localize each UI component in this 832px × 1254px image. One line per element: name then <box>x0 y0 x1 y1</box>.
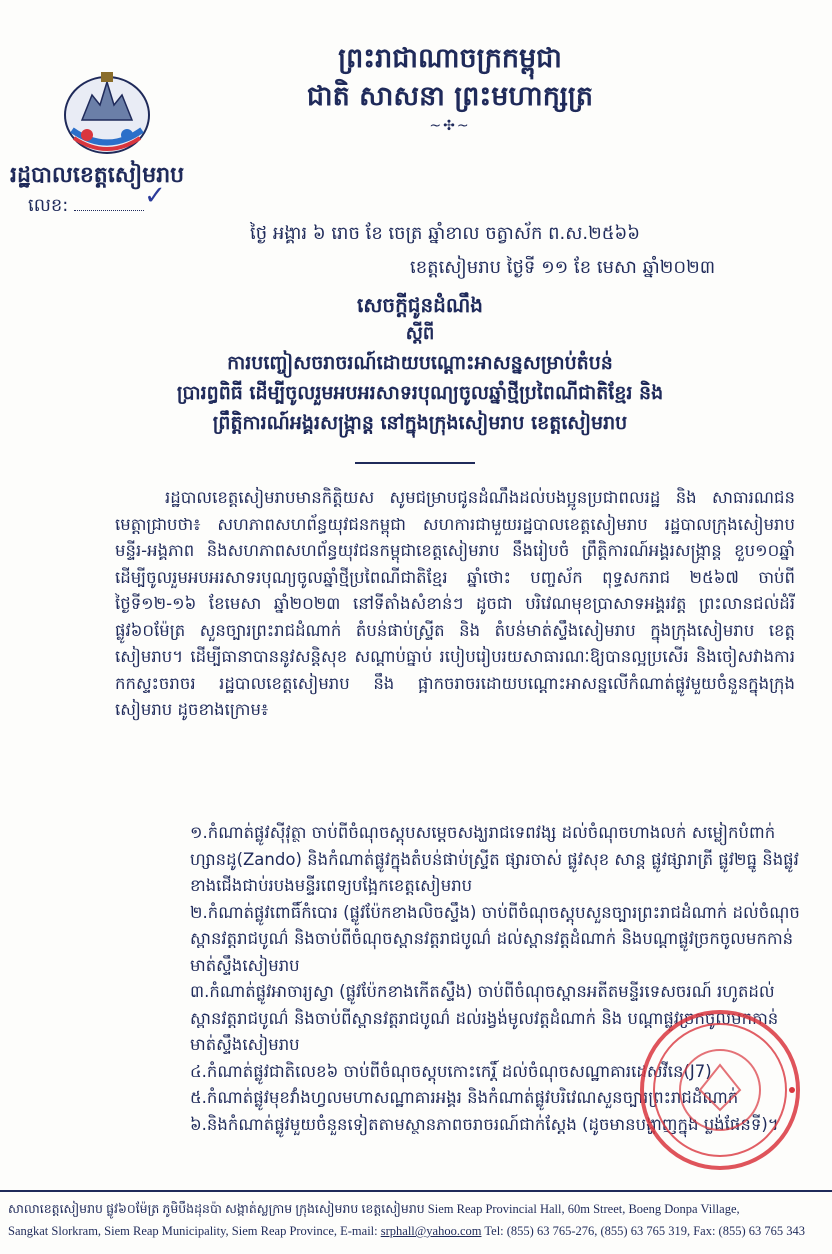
notice-regarding: ស្តីពី <box>405 323 435 344</box>
national-motto: ជាតិ សាសនា ព្រះមហាក្សត្រ <box>306 81 594 112</box>
official-seal-stamp <box>610 1005 810 1175</box>
footer-contact-prefix: Sangkat Slorkram, Siem Reap Municipality, Siem Reap Province, E-mail: <box>8 1224 381 1238</box>
email-link[interactable]: srphall@yahoo.com <box>380 1224 482 1238</box>
notice-subject-line-1: ការបញ្ចៀសចរាចរណ៍ដោយបណ្តោះអាសន្នសម្រាប់តំបន់ <box>227 352 613 374</box>
list-item: ៥.កំណាត់ផ្លូវមុខវាំងហ្វលមហាសណ្ឋាគារអង្គរ និងកំណាត់ផ្លូវបរិវេណសួនច្បារព្រះរាជដំណាក់ <box>190 1088 739 1107</box>
list-item: ១.កំណាត់ផ្លូវស៊ីវុត្ថា ចាប់ពីចំណុចស្តុបសម្តេចសង្ឃរាជទេពវង្ស ដល់ចំណុចហាងលក់ សម្លៀកបំពាក់ហ្សានដូ(Zando) និងកំណាត់ផ្លូវក្នុងតំបន់ផាប់ស្ទ្រីត ផ្សារចាស់ ផ្លូវសុខ សាន្ត ផ្លូវផ្សារាត្រី ផ្លូវ២ធ្នូ និងផ្លូវខាងជើងជាប់របងមន្ទីរពេទ្យបង្អែកខេត្តសៀមរាប <box>190 823 799 895</box>
issuing-authority: រដ្ឋបាលខេត្តសៀមរាប <box>10 163 185 188</box>
footer-address <box>8 1198 828 1242</box>
reference-label: លេខ: <box>28 195 69 216</box>
footer-contact-suffix: Tel: (855) 63 765-276, (855) 63 765 319, Fax: (855) 63 765 343 <box>481 1224 806 1238</box>
kingdom-title: ព្រះរាជាណាចក្រកម្ពុជា <box>338 43 562 74</box>
list-item: ៦.និងកំណាត់ផ្លូវមួយចំនួនទៀតតាមស្ថានភាពចរាចរណ៍ជាក់ស្តែង (ដូចមានបង្ហាញក្នុង ប្លង់ផែនទី)។ <box>190 1114 779 1134</box>
notice-title: សេចក្តីជូនដំណឹង <box>357 293 483 317</box>
list-item: ២.កំណាត់ផ្លូវពោធិ៍កំបោរ (ផ្លូវប៉ែកខាងលិចស្ទឹង) ចាប់ពីចំណុចស្តុបសួនច្បារព្រះរាជដំណាក់ ដល់ចំណុចស្ពានវត្តរាជបូណ៌ និងចាប់ពីចំណុចស្ពានវត្តរាជបូណ៌ ដល់ស្ពានវត្តដំណាក់ និងបណ្តាផ្លូវច្រកចូលមកកាន់មាត់ស្ទឹងសៀមរាប <box>190 902 800 975</box>
notice-subject-line-3: ព្រឹត្តិការណ៍អង្គរសង្រ្កាន្ត នៅក្នុងក្រុងសៀមរាប ខេត្តសៀមរាប <box>212 412 628 434</box>
kingdom-header <box>270 40 630 116</box>
provincial-emblem-icon <box>52 60 162 160</box>
body-paragraph: រដ្ឋបាលខេត្តសៀមរាបមានកិត្តិយស សូមជម្រាបជូនដំណឹងដល់បងប្អូនប្រជាពលរដ្ឋ និង សាធារណជន មេត្តាជ្រាបថា៖ សហភាពសហព័ន្ធយុវជនកម្ពុជា សហការជាមួយរដ្ឋបាលខេត្តសៀមរាប រដ្ឋបាលក្រុងសៀមរាប មន្ទីរ-អង្គភាព និងសហភាពសហព័ន្ធយុវជនកម្ពុជាខេត្តសៀមរាប នឹងរៀបចំ ព្រឹត្តិការណ៍អង្គរសង្ក្រាន្ត ខួប១០ឆ្នាំ ដើម្បីចូលរួមអបអរសាទរបុណ្យចូលឆ្នាំថ្មីប្រពៃណីជាតិខ្មែរ ឆ្នាំថោះ បញ្ចស័ក ពុទ្ធសករាជ ២៥៦៧ ចាប់ពីថ្ងៃទី១២-១៦ ខែមេសា ឆ្នាំ២០២៣ នៅទីតាំងសំខាន់ៗ ដូចជា បរិវេណមុខប្រាសាទអង្គរវត្ត ព្រះលានជល់ដំរី ផ្លូវ៦០ម៉ែត្រ សួនច្បារព្រះរាជដំណាក់ តំបន់ផាប់ស្ទ្រីត និង តំបន់មាត់ស្ទឹងសៀមរាប ក្នុងក្រុងសៀមរាប ខេត្តសៀមរាប។ ដើម្បីធានាបាននូវសន្តិសុខ សណ្តាប់ធ្នាប់ របៀបរៀបរយសាធារណៈឱ្យបានល្អប្រសើរ និងចៀសវាងការកកស្ទះចរាចរ រដ្ឋបាលខេត្តសៀមរាប នឹង ផ្អាកចរាចរដោយបណ្តោះអាសន្នលើកំណាត់ផ្លូវមួយចំនួនក្នុងក្រុងសៀមរាប ដូចខាងក្រោម៖ <box>115 488 795 719</box>
list-item: ៣.កំណាត់ផ្លូវអាចារ្យស្វា (ផ្លូវប៉ែកខាងកើតស្ទឹង) ចាប់ពីចំណុចស្ពានអតីតមន្ទីរទេសចរណ៍ រហូតដល់ស្ពានវត្តរាជបូណ៌ និងចាប់ពីស្ពានវត្តរាជបូណ៌ ដល់រង្វង់មូលវត្តដំណាក់ និង បណ្តាផ្លូវច្រកចូលមកកាន់មាត់ស្ទឹងសៀមរាប <box>190 982 779 1054</box>
lunar-date: ថ្ងៃ អង្គារ ៦ រោច ខែ ចេត្រ ឆ្នាំខាល ចត្វាស័ក ព.ស.២៥៦៦ <box>250 223 640 244</box>
solar-date: ខេត្តសៀមរាប ថ្ងៃទី ១១ ខែ មេសា ឆ្នាំ២០២៣ <box>410 257 716 278</box>
footer-divider <box>0 1190 832 1192</box>
reference-blank <box>74 181 166 211</box>
title-divider <box>355 462 475 464</box>
notice-body <box>115 485 795 724</box>
footer-line-2 <box>8 1220 828 1242</box>
notice-title-block <box>90 290 750 438</box>
footer-line-1: សាលាខេត្តសៀមរាប ផ្លូវ៦០ម៉ែត្រ ភូមិបឹងដុនប៉ា សង្កាត់ស្លក្រាម ក្រុងសៀមរាប ខេត្តសៀមរាប Siem Reap Provincial Hall, 60m Street, Boeng Donpa Village, <box>8 1202 740 1216</box>
reference-number <box>28 181 228 218</box>
list-item: ៤.កំណាត់ផ្លូវជាតិលេខ៦ ចាប់ពីចំណុចស្តុបកោះកេរ្តិ៍ ដល់ចំណុចសណ្ឋាគារដេសវីនេ(J7) <box>190 1061 712 1081</box>
header-ornament: ~✣~ <box>429 118 471 134</box>
notice-subject-line-2: ប្រារព្ធពិធី ដើម្បីចូលរួមអបអរសាទរបុណ្យចូលឆ្នាំថ្មីប្រពៃណីជាតិខ្មែរ និង <box>176 382 664 404</box>
check-mark-icon: ✓ <box>144 181 166 211</box>
